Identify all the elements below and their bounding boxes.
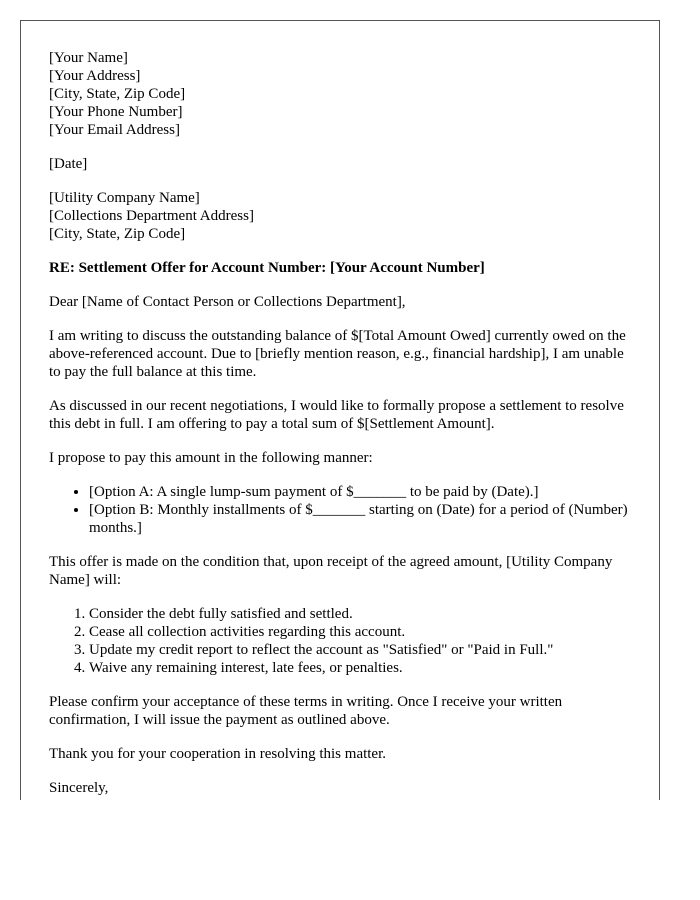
list-item-condition-3: 3. Update my credit report to reflect the account as "Satisfied" or "Paid in Full." (89, 641, 649, 659)
paragraph-manner: I propose to pay this amount in the following manner: (49, 450, 373, 466)
paragraph-condition: This offer is made on the condition that, upon receipt of the agreed amount, [Utility Company Name] will: (49, 554, 613, 588)
list-item-condition-1: 1. Consider the debt fully satisfied and settled. (89, 605, 649, 623)
sender-address: [Your Address] (49, 68, 141, 84)
sender-phone: [Your Phone Number] (49, 104, 183, 120)
list-item-option-a: • [Option A: A single lump-sum payment of $_______ to be paid by (Date).] (89, 483, 649, 501)
sender-city-state-zip: [City, State, Zip Code] (49, 86, 186, 102)
sender-block (49, 49, 659, 139)
letter-date: [Date] (49, 156, 88, 172)
date-block (49, 155, 659, 173)
list-item-option-b: • [Option B: Monthly installments of $_______ starting on (Date) for a period of (Number) months.] (89, 501, 649, 537)
paragraph-confirm: Please confirm your acceptance of these terms in writing. Once I receive your written confirmation, I will issue the payment as outlined above. (49, 694, 563, 728)
recipient-department-address: [Collections Department Address] (49, 208, 254, 224)
letter-page (20, 20, 660, 800)
sender-name: [Your Name] (49, 50, 128, 66)
subject-line: RE: Settlement Offer for Account Number: [Your Account Number] (49, 260, 485, 276)
recipient-city-state-zip: [City, State, Zip Code] (49, 226, 186, 242)
paragraph-thanks: Thank you for your cooperation in resolving this matter. (49, 746, 387, 762)
conditions-list (49, 605, 649, 677)
recipient-block (49, 189, 659, 243)
payment-options-list (49, 483, 649, 537)
sender-email: [Your Email Address] (49, 122, 180, 138)
list-item-condition-2: 2. Cease all collection activities regarding this account. (89, 623, 649, 641)
paragraph-proposal: As discussed in our recent negotiations, I would like to formally propose a settlement to resolve this debt in full. I am offering to pay a total sum of $[Settlement Amount]. (49, 398, 624, 432)
paragraph-intro: I am writing to discuss the outstanding balance of $[Total Amount Owed] currently owed on the above-referenced account. Due to [briefly mention reason, e.g., financial hardship], I am unable to pay the full balance at this time. (49, 328, 626, 380)
closing: Sincerely, (49, 780, 109, 796)
salutation: Dear [Name of Contact Person or Collections Department], (49, 294, 406, 310)
list-item-condition-4: 4. Waive any remaining interest, late fees, or penalties. (89, 659, 649, 677)
recipient-company: [Utility Company Name] (49, 190, 200, 206)
